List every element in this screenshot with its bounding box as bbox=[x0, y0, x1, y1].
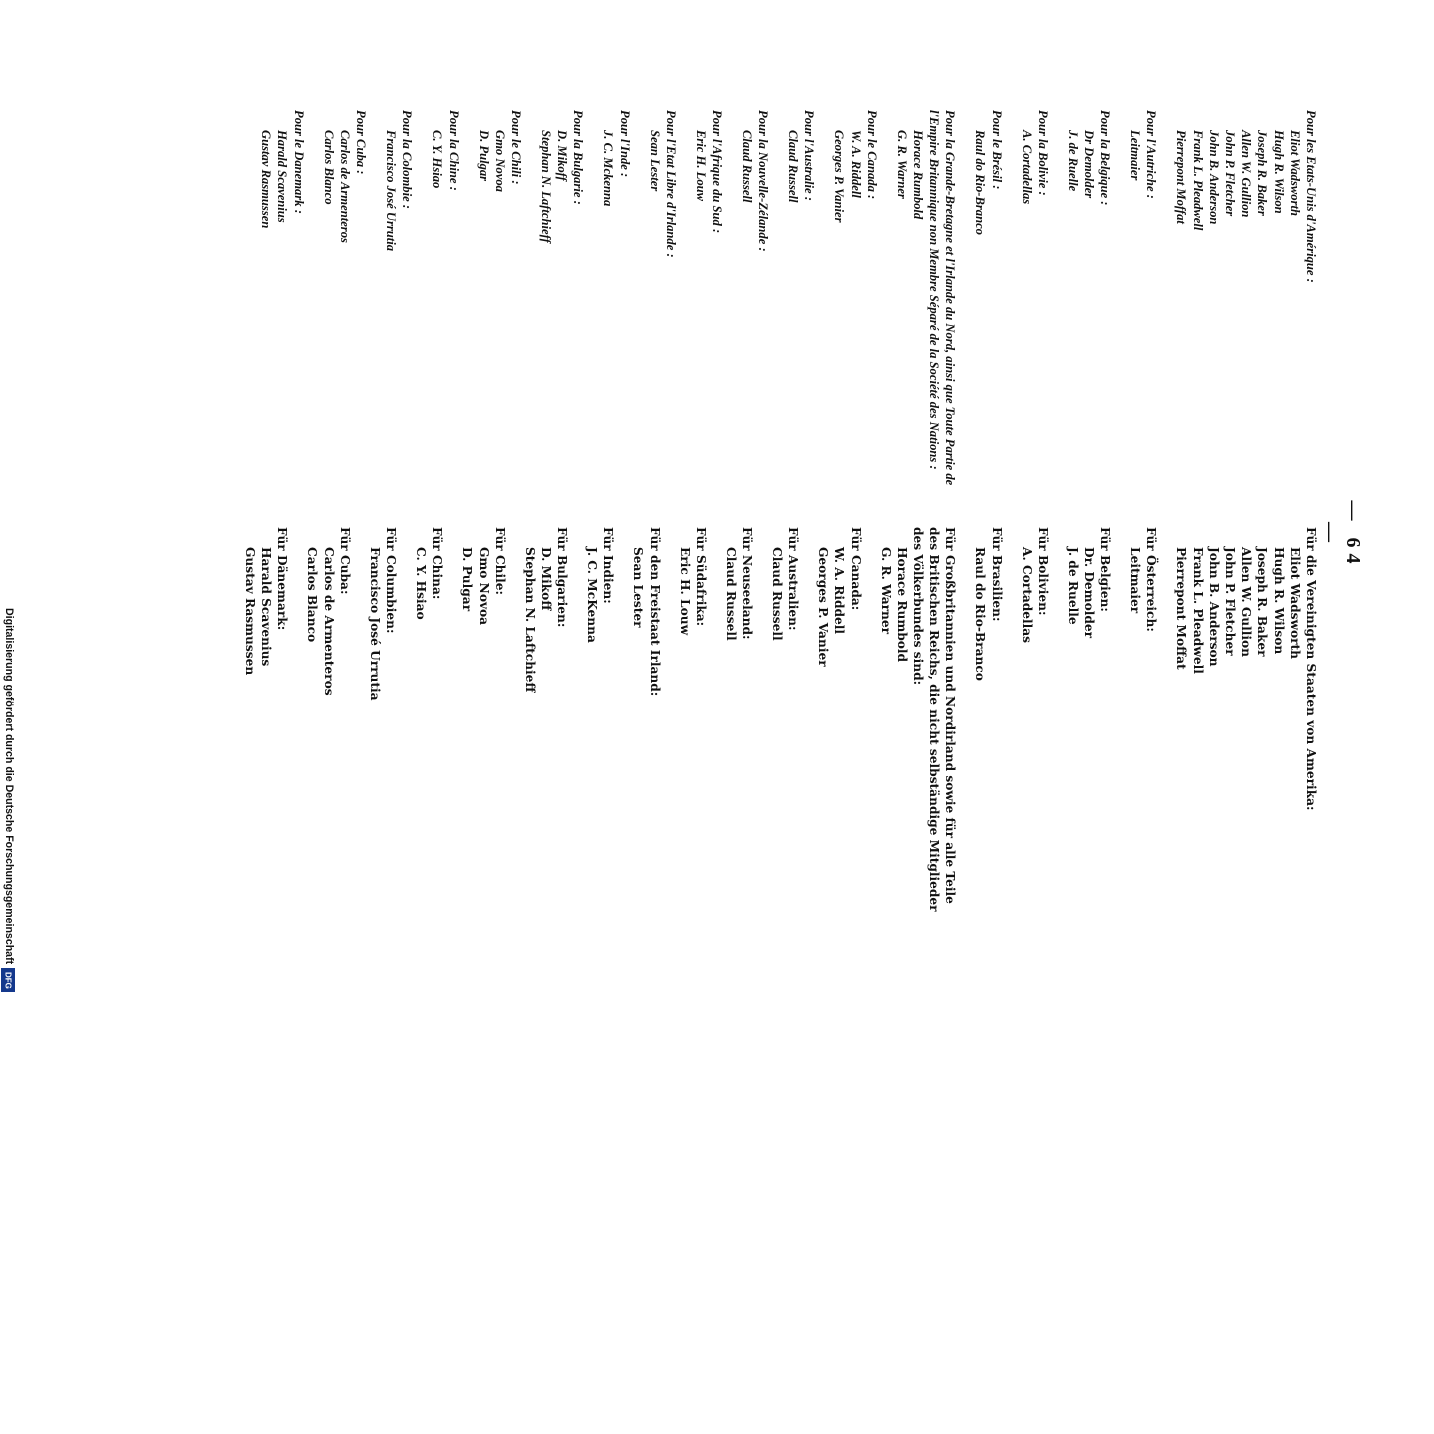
french-entry bbox=[475, 110, 524, 495]
german-country-heading: Für Österreich: bbox=[1144, 527, 1159, 632]
french-signatory-name: Gmo Novoa bbox=[492, 130, 507, 192]
french-country-heading: Pour l'Inde : bbox=[617, 110, 632, 178]
german-entry bbox=[676, 527, 708, 912]
german-signatory-name: W. A. Riddell bbox=[832, 547, 847, 635]
french-country-heading: Pour le Brésil : bbox=[989, 110, 1004, 190]
french-country-heading: Pour le Chili : bbox=[508, 110, 523, 185]
french-signatory-name: C. Y. Hsiao bbox=[430, 130, 445, 189]
french-entry bbox=[429, 110, 461, 495]
german-entry bbox=[242, 527, 291, 912]
french-signatory-name: John P. Fletcher bbox=[1222, 130, 1237, 217]
german-country-heading: Für Australien: bbox=[786, 527, 801, 631]
german-signatory-name: Dr. Demolder bbox=[1081, 547, 1096, 639]
dfg-logo-icon: DFG bbox=[1, 968, 15, 992]
french-entry bbox=[600, 110, 632, 495]
french-country-heading: Pour la Belgique : bbox=[1098, 110, 1113, 206]
german-signatory-name: Francisco José Urrutia bbox=[367, 547, 382, 701]
german-entry bbox=[630, 527, 662, 912]
french-signatory-name: Gustav Rasmussen bbox=[259, 130, 274, 229]
french-signatory-name: Georges P. Vanier bbox=[832, 130, 847, 223]
page-number: — 64 — bbox=[1319, 500, 1364, 570]
german-entry bbox=[1173, 527, 1319, 912]
french-signatory-name: D. Pulgar bbox=[476, 130, 491, 182]
french-signatory-name: Carlos de Armenteros bbox=[337, 130, 352, 243]
french-signatory-name: Carlos Blanco bbox=[321, 130, 336, 205]
french-country-heading: Pour la Grande-Bretagne et l'Irlande du Nord, ainsi que Toute Partie de l'Empire Britannique non Membre Séparé de la Société des Nations : bbox=[927, 110, 958, 486]
french-entry bbox=[785, 110, 817, 495]
french-country-heading: Pour la Bolivie : bbox=[1035, 110, 1050, 196]
french-signatory-name: Sean Lester bbox=[647, 130, 662, 192]
german-signatory-name: Raul do Rio-Branco bbox=[973, 547, 988, 681]
german-signatory-name: Claud Russell bbox=[723, 547, 738, 641]
french-country-heading: Pour le Danemark : bbox=[291, 110, 306, 214]
german-country-heading: Für China: bbox=[430, 527, 445, 600]
german-entry bbox=[459, 527, 508, 912]
german-country-heading: Für Belgien: bbox=[1098, 527, 1113, 612]
french-signatory-name: Horace Rumbold bbox=[910, 130, 925, 220]
german-signatory-name: Pierrepont Moffat bbox=[1174, 547, 1189, 670]
french-signatory-name: Claud Russell bbox=[786, 130, 801, 203]
french-entry bbox=[693, 110, 725, 495]
german-entry bbox=[522, 527, 571, 912]
german-signatory-name: Georges P. Vanier bbox=[816, 547, 831, 667]
german-signatory-name: Stephan N. Laftchieff bbox=[522, 547, 537, 693]
german-entry bbox=[815, 527, 864, 912]
german-entry bbox=[584, 527, 616, 912]
german-signatory-name: G. R. Warner bbox=[878, 547, 893, 635]
footer-text: Digitalisierung gefördert durch die Deutsche Forschungsgemeinschaft bbox=[3, 608, 15, 965]
french-country-heading: Pour l'Etat Libre d'Irlande : bbox=[663, 110, 678, 258]
french-country-heading: Pour la Colombie : bbox=[400, 110, 415, 210]
german-signatory-name: C. Y. Hsiao bbox=[414, 547, 429, 620]
french-country-heading: Pour l'Autriche : bbox=[1144, 110, 1159, 199]
french-entry bbox=[1018, 110, 1050, 495]
french-entry bbox=[831, 110, 880, 495]
german-entry bbox=[877, 527, 958, 912]
german-signatories-column bbox=[228, 527, 1319, 912]
german-signatory-name: Claud Russell bbox=[769, 547, 784, 641]
german-signatory-name: John P. Fletcher bbox=[1222, 547, 1237, 656]
german-country-heading: Für Dänemark: bbox=[275, 527, 290, 631]
french-country-heading: Pour Cuba : bbox=[354, 110, 369, 175]
german-signatory-name: J. C. McKenna bbox=[585, 547, 600, 643]
german-entry bbox=[972, 527, 1004, 912]
french-entry bbox=[1127, 110, 1159, 495]
french-signatory-name: John B. Anderson bbox=[1206, 130, 1221, 225]
german-signatory-name: A. Cortadellas bbox=[1019, 547, 1034, 644]
french-signatory-name: Leitmaier bbox=[1128, 130, 1143, 181]
french-entry bbox=[383, 110, 415, 495]
german-country-heading: Für Cuba: bbox=[337, 527, 352, 595]
german-signatory-name: Leitmaier bbox=[1128, 547, 1143, 614]
german-country-heading: Für Brasilien: bbox=[989, 527, 1004, 622]
german-signatory-name: D. Pulgar bbox=[460, 547, 475, 612]
french-entry bbox=[1065, 110, 1114, 495]
french-entry bbox=[739, 110, 771, 495]
german-signatory-name: Eric H. Louw bbox=[677, 547, 692, 636]
french-signatory-name: J. de Ruelle bbox=[1065, 130, 1080, 192]
french-signatory-name: Pierrepont Moffat bbox=[1174, 130, 1189, 224]
german-signatory-name: Carlos Blanco bbox=[305, 547, 320, 643]
french-country-heading: Pour l'Afrique du Sud : bbox=[709, 110, 724, 234]
french-signatory-name: Francisco José Urrutia bbox=[384, 130, 399, 252]
german-signatory-name: Harald Scavenius bbox=[259, 547, 274, 667]
german-signatory-name: D. Mikoff bbox=[538, 547, 553, 611]
french-signatories-column bbox=[244, 110, 1319, 495]
german-signatory-name: Carlos de Armenteros bbox=[321, 547, 336, 696]
german-country-heading: Für Großbritannien und Nordirland sowie für alle Teile des Britischen Reichs, die nicht selbständige Mitglieder des Völkerbundes sind: bbox=[910, 527, 958, 912]
german-country-heading: Für Canada: bbox=[848, 527, 863, 611]
german-signatory-name: Sean Lester bbox=[631, 547, 646, 628]
german-country-heading: Für Bulgarien: bbox=[555, 527, 570, 628]
french-signatory-name: Joseph R. Baker bbox=[1255, 130, 1270, 216]
german-country-heading: Für Indien: bbox=[601, 527, 616, 604]
german-entry bbox=[769, 527, 801, 912]
german-entry bbox=[304, 527, 353, 912]
german-entry bbox=[723, 527, 755, 912]
french-signatory-name: Eric H. Louw bbox=[693, 130, 708, 202]
french-entry bbox=[646, 110, 678, 495]
french-signatory-name: A. Cortadellas bbox=[1019, 130, 1034, 205]
french-entry bbox=[538, 110, 587, 495]
german-signatory-name: Gustav Rasmussen bbox=[243, 547, 258, 676]
french-entry bbox=[258, 110, 307, 495]
german-country-heading: Für Chile: bbox=[492, 527, 507, 596]
french-signatory-name: Allen W. Gullion bbox=[1239, 130, 1254, 218]
german-country-heading: Für Bolivien: bbox=[1035, 527, 1050, 616]
french-signatory-name: Harald Scavenius bbox=[275, 130, 290, 223]
french-signatory-name: Frank L. Pleadwell bbox=[1190, 130, 1205, 231]
french-country-heading: Pour la Chine : bbox=[446, 110, 461, 191]
french-signatory-name: J. C. Mckenna bbox=[601, 130, 616, 207]
german-signatory-name: Allen W. Gullion bbox=[1239, 547, 1254, 657]
french-country-heading: Pour la Nouvelle-Zélande : bbox=[756, 110, 771, 252]
french-signatory-name: D. Mikoff bbox=[555, 130, 570, 181]
german-country-heading: Für Neuseeland: bbox=[739, 527, 754, 640]
french-signatory-name: Eliot Wadsworth bbox=[1287, 130, 1302, 216]
french-country-heading: Pour l'Australie : bbox=[802, 110, 817, 201]
german-country-heading: Für den Freistaat Irland: bbox=[647, 527, 662, 697]
french-entry bbox=[321, 110, 370, 495]
german-entry bbox=[1065, 527, 1114, 912]
german-signatory-name: John B. Anderson bbox=[1206, 547, 1221, 667]
french-signatory-name: Stephan N. Laftchieff bbox=[538, 130, 553, 243]
french-signatory-name: Hugh R. Wilson bbox=[1271, 130, 1286, 214]
french-signatory-name: G. R. Warner bbox=[894, 130, 909, 199]
french-entry bbox=[1173, 110, 1319, 495]
german-signatory-name: Joseph R. Baker bbox=[1255, 547, 1270, 657]
french-signatory-name: Dr Demolder bbox=[1081, 130, 1096, 199]
german-country-heading: Für die Vereinigten Staaten von Amerika: bbox=[1304, 527, 1318, 811]
german-signatory-name: Eliot Wadsworth bbox=[1287, 547, 1302, 659]
french-country-heading: Pour le Canada : bbox=[864, 110, 879, 200]
french-signatory-name: Claud Russell bbox=[739, 130, 754, 203]
german-signatory-name: Frank L. Pleadwell bbox=[1190, 547, 1205, 674]
german-entry bbox=[413, 527, 445, 912]
german-signatory-name: J. de Ruelle bbox=[1065, 547, 1080, 625]
french-entry bbox=[972, 110, 1004, 495]
german-country-heading: Für Columbien: bbox=[384, 527, 399, 634]
german-entry bbox=[367, 527, 399, 912]
french-country-heading: Pour la Bulgarie : bbox=[571, 110, 586, 205]
french-signatory-name: W. A. Riddell bbox=[848, 130, 863, 198]
german-signatory-name: Gmo Novoa bbox=[476, 547, 491, 626]
german-country-heading: Für Südafrika: bbox=[693, 527, 708, 627]
german-signatory-name: Horace Rumbold bbox=[894, 547, 909, 663]
german-entry bbox=[1018, 527, 1050, 912]
german-entry bbox=[1127, 527, 1159, 912]
french-country-heading: Pour les Etats-Unis d'Amérique : bbox=[1304, 110, 1318, 283]
german-signatory-name: Hugh R. Wilson bbox=[1271, 547, 1286, 655]
french-signatory-name: Raul do Rio-Branco bbox=[973, 130, 988, 235]
french-entry bbox=[894, 110, 959, 495]
